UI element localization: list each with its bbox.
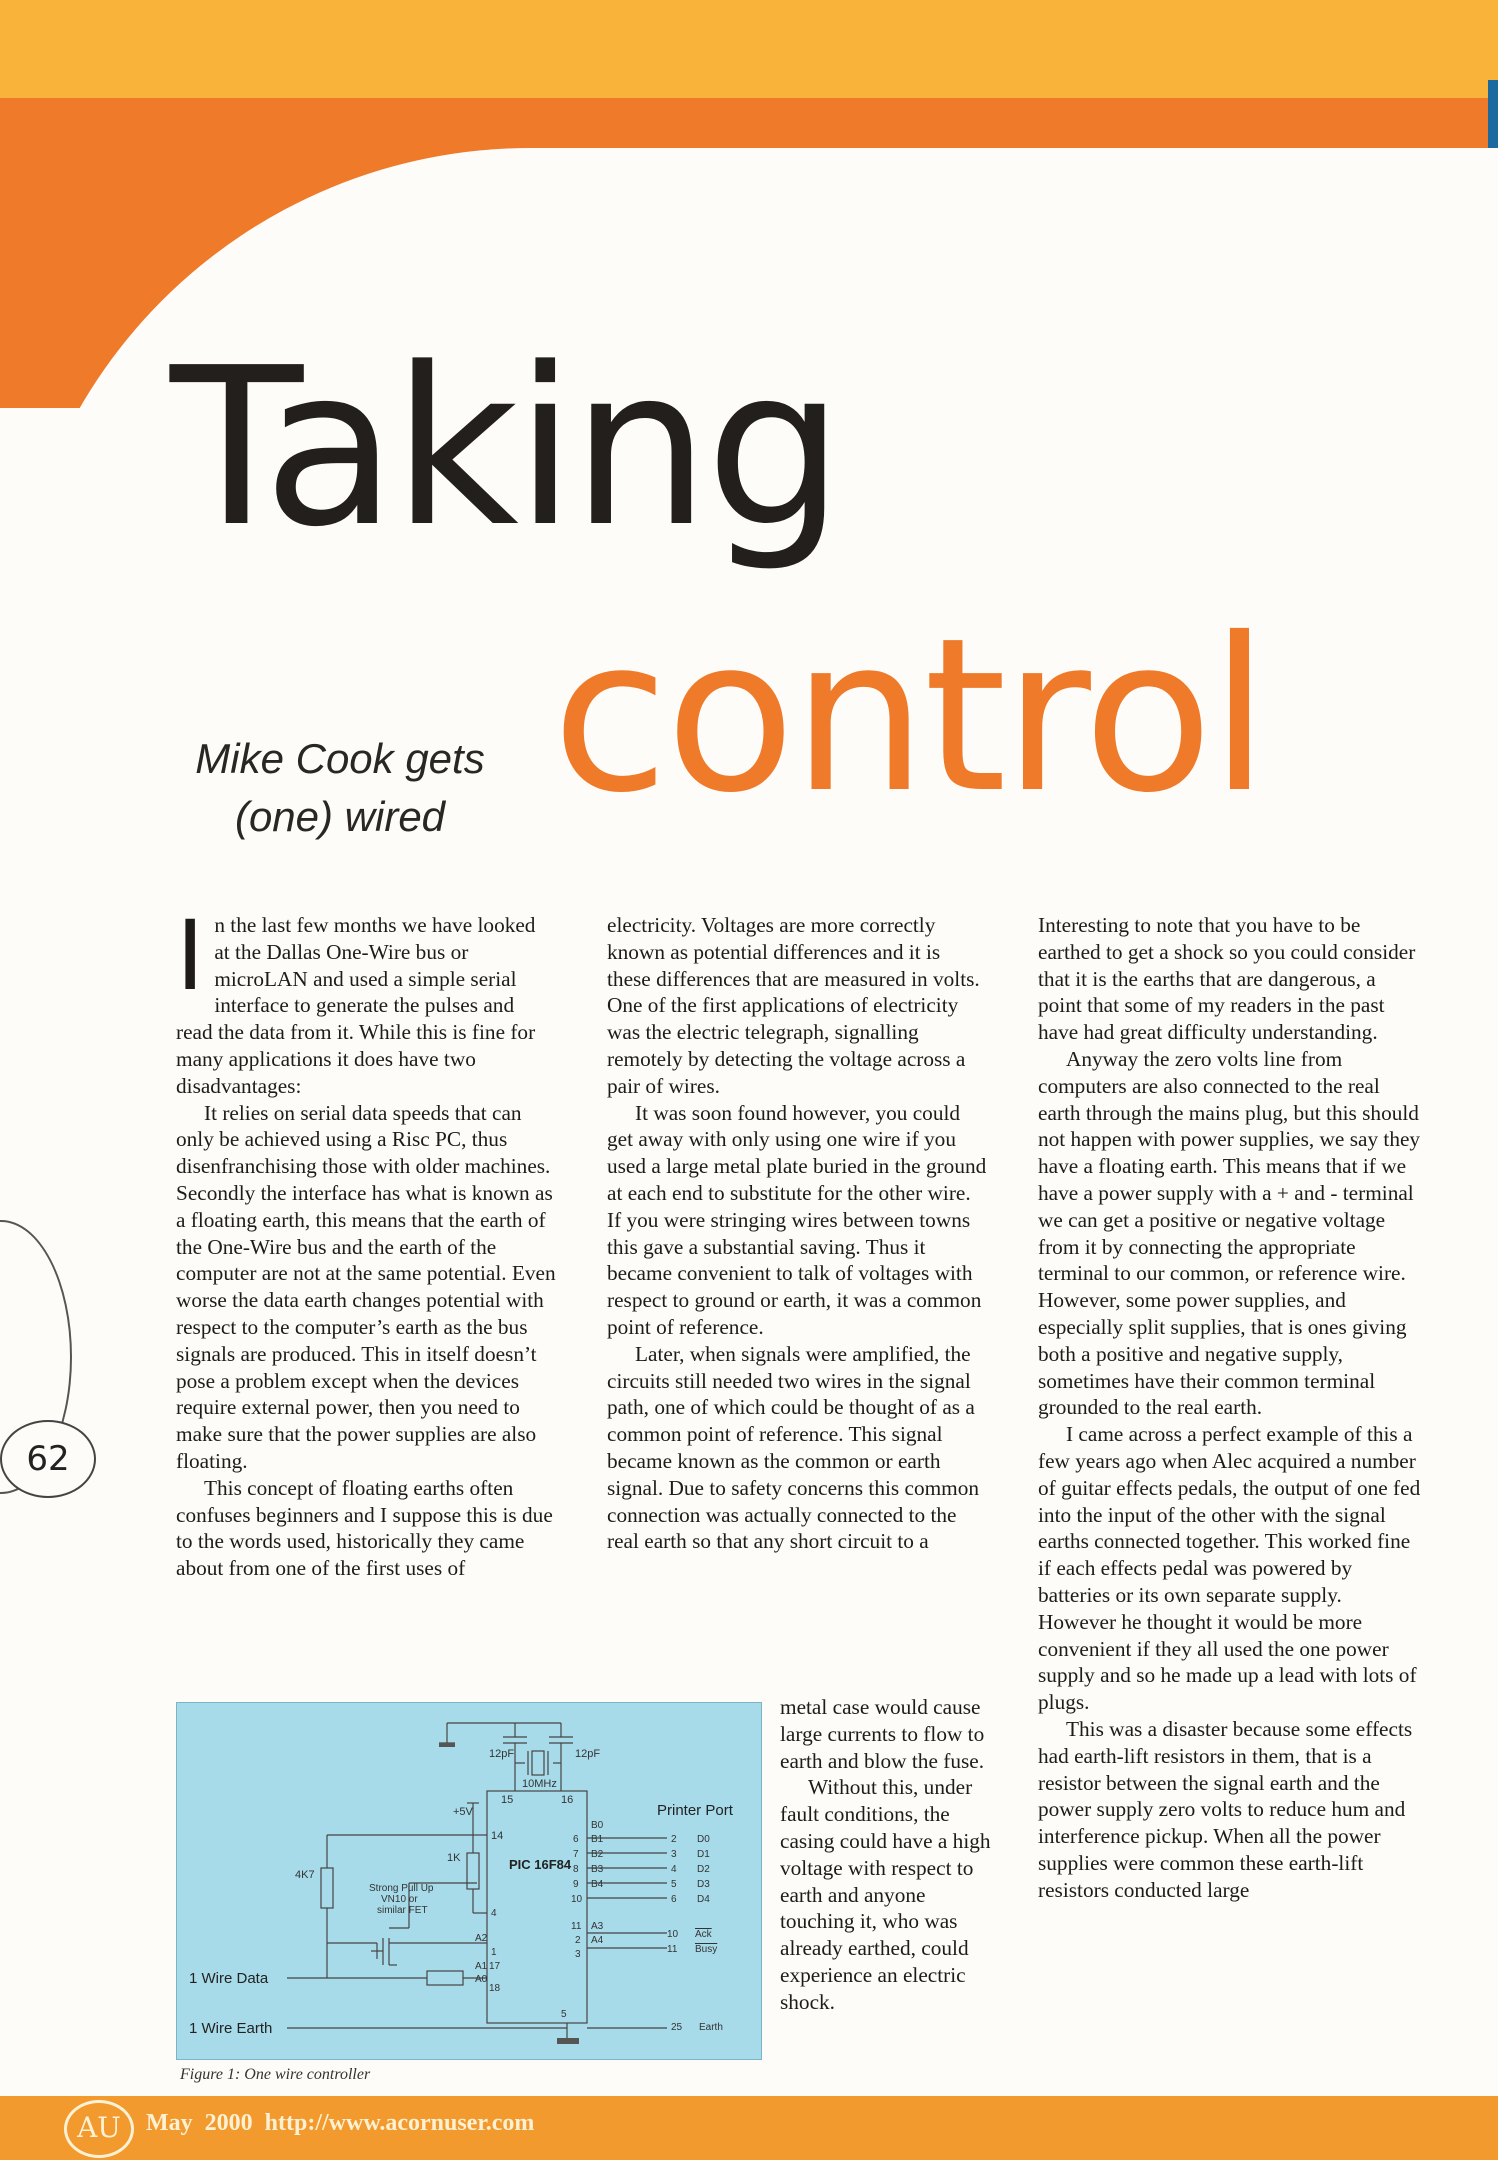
cap1-label: 12pF [489,1748,515,1760]
port-number: 10 [667,1929,679,1940]
port-number: 5 [671,1879,677,1890]
pin-number: 10 [571,1894,583,1905]
paragraph: I came across a perfect example of this a few years ago when Alec acquired a number of guitar effects pedals, the output of one fed into the input of the other with the signal earths connected together. This worked fine if each effects pedal was powered by batteries or its own separate supply. However he thought it would be more convenient if they all used the one power supply and so he made up a lead with lots of plugs. [1038,1422,1421,1715]
paragraph: It relies on serial data speeds that can only be achieved using a Risc PC, thus disenfranchising those with older machines. Secondly the interface has what is known as a floating earth, this means that the earth of the One-Wire bus and the earth of the computer are not at the same potential. Even worse the data earth changes potential with respect to the computer’s earth as the bus signals are produced. This in itself doesn’t pose a problem except when the devices require external power, then you need to make sure that the power supplies are also floating. [176,1100,556,1473]
footer-date: May 2000 [146,2110,253,2136]
pin-name: A3 [591,1921,604,1932]
header-band-orange [0,98,1498,150]
port-number: 2 [671,1834,677,1845]
paragraph: Without this, under fault conditions, the casing could have a high voltage with respect to earth and anyone touching it, who was already earthed, could experience an electric shock. [780,1775,991,2014]
article-column-2-continued [780,1694,992,2016]
paragraph: Interesting to note that you have to be earthed to get a shock so you could consider that it is the earths that are dangerous, a point that some of my readers in the past have had great difficulty understanding. [1038,913,1416,1045]
printer-port-label: Printer Port [657,1802,733,1819]
pin-number: 3 [575,1949,581,1960]
port-signal: Ack [695,1929,712,1940]
title-taking: Taking [170,322,841,575]
footer-url: http://www.acornuser.com [264,2110,535,2136]
port-number: 25 [671,2022,683,2033]
pin-name: B4 [591,1879,604,1890]
port-number: 6 [671,1894,677,1905]
article-column-2 [607,912,987,1555]
crystal-label: 10MHz [522,1778,557,1790]
paragraph: This was a disaster because some effects had earth-lift resistors in them, that is a resistor between the signal earth and the power supply zero volts to reduce hum and interference pickup. When all the power supplies were common these earth-lift resistors conducted large [1038,1716,1413,1902]
pin-name: A2 [475,1933,488,1944]
byline [160,730,520,846]
pin-number: 1 [491,1947,497,1958]
fet-label: similar FET [377,1905,428,1916]
pin-label: B0 [591,1820,604,1831]
port-signal: D3 [697,1879,710,1890]
paragraph: It was soon found however, you could get away with only using one wire if you used a large metal plate buried in the ground at each end to substitute for the other wire. If you were stringing wires between towns this gave a substantial saving. Thus it became convenient to talk of voltages with respect to ground or earth, it was a common point of reference. [607,1100,987,1339]
port-signal: D4 [697,1894,710,1905]
acorn-user-logo: AU [64,2100,134,2158]
pin-number: 18 [489,1983,501,1994]
pin-name: A4 [591,1935,604,1946]
wire-earth-label: 1 Wire Earth [189,2020,273,2037]
fet-label: Strong Pull Up [369,1883,434,1894]
pin-label: 14 [491,1830,504,1842]
article-column-1 [176,900,556,1582]
port-a-pins [571,1921,717,1960]
port-number: 4 [671,1864,677,1875]
resistor-label: 1K [447,1852,461,1864]
paragraph: Later, when signals were amplified, the circuits still needed two wires in the signal path, one of which could be thought of as a common point of reference. This signal became known as the common or earth signal. Due to safety concerns this common connection was actually connected to the real earth so that any short circuit to a [607,1341,980,1554]
circuit-diagram-svg [177,1703,761,2059]
pin-name: A0 [475,1974,488,1985]
port-number: 3 [671,1849,677,1860]
pin-label: 15 [501,1794,514,1806]
article-column-3 [1038,912,1424,1903]
pin-name: A1 [475,1961,488,1972]
port-b-pins [571,1834,710,1905]
pin-number: 17 [489,1961,501,1972]
pin-number: 7 [573,1849,579,1860]
byline-line-2: (one) wired [234,793,446,840]
pin-number: 9 [573,1879,579,1890]
byline-line-1: Mike Cook gets [195,735,485,782]
chip-label: PIC 16F84 [509,1857,572,1872]
header-band-yellow [0,0,1498,100]
port-signal: D0 [697,1834,710,1845]
figure-caption: Figure 1: One wire controller [180,2066,371,2083]
pin-number: 6 [573,1834,579,1845]
drop-cap: I [176,900,205,1012]
cap2-label: 12pF [575,1748,601,1760]
fet-label: VN10 or [381,1894,418,1905]
port-number: 11 [667,1944,678,1955]
resistor-label: 4K7 [295,1869,315,1881]
left-pins [475,1908,567,2020]
page-number: 62 [0,1420,96,1498]
vcc-label: +5V [453,1806,473,1818]
port-signal: D1 [697,1849,710,1860]
pin-label: 16 [561,1794,574,1806]
pin-name: B3 [591,1864,604,1875]
pin-name: B1 [591,1834,604,1845]
paragraph: metal case would cause large currents to flow to earth and blow the fuse. [780,1695,985,1773]
port-signal: Busy [695,1944,718,1955]
circuit-diagram [176,1702,762,2060]
paragraph: electricity. Voltages are more correctly known as potential differences and it is these differences that are measured in volts. One of the first applications of electricity was the electric telegraph, signalling remotely by detecting the voltage across a pair of wires. [607,913,980,1098]
pin-number: 4 [491,1908,497,1919]
pin-name: B2 [591,1849,604,1860]
pin-number: 5 [561,2009,567,2020]
paragraph: Anyway the zero volts line from computers are also connected to the real earth through the mains plug, but this should not happen with power supplies, we say they have a floating earth. This means that if we have a power supply with a + and - terminal we can get a positive or negative voltage from it by connecting the appropriate terminal to our common, or reference wire. However, some power supplies, and especially split supplies, that is ones giving both a positive and negative supply, sometimes have their common terminal grounded to the real earth. [1038,1046,1421,1420]
pin-number: 11 [571,1921,582,1932]
port-signal: D2 [697,1864,710,1875]
paragraph: In the last few months we have looked at the Dallas One-Wire bus or microLAN and used a simple serial interface to generate the pulses and read the data from it. While this is fine for many applications it does have two disadvantages: [176,900,536,1098]
pin-number: 2 [575,1935,581,1946]
wire-data-label: 1 Wire Data [189,1970,269,1987]
paragraph: This concept of floating earths often confuses beginners and I suppose this is due to the words used, historically they came about from one of the first uses of [176,1475,553,1581]
title-control: control [552,592,1266,839]
footer-text [146,2110,534,2137]
pin-number: 8 [573,1864,579,1875]
port-signal: Earth [699,2022,723,2033]
